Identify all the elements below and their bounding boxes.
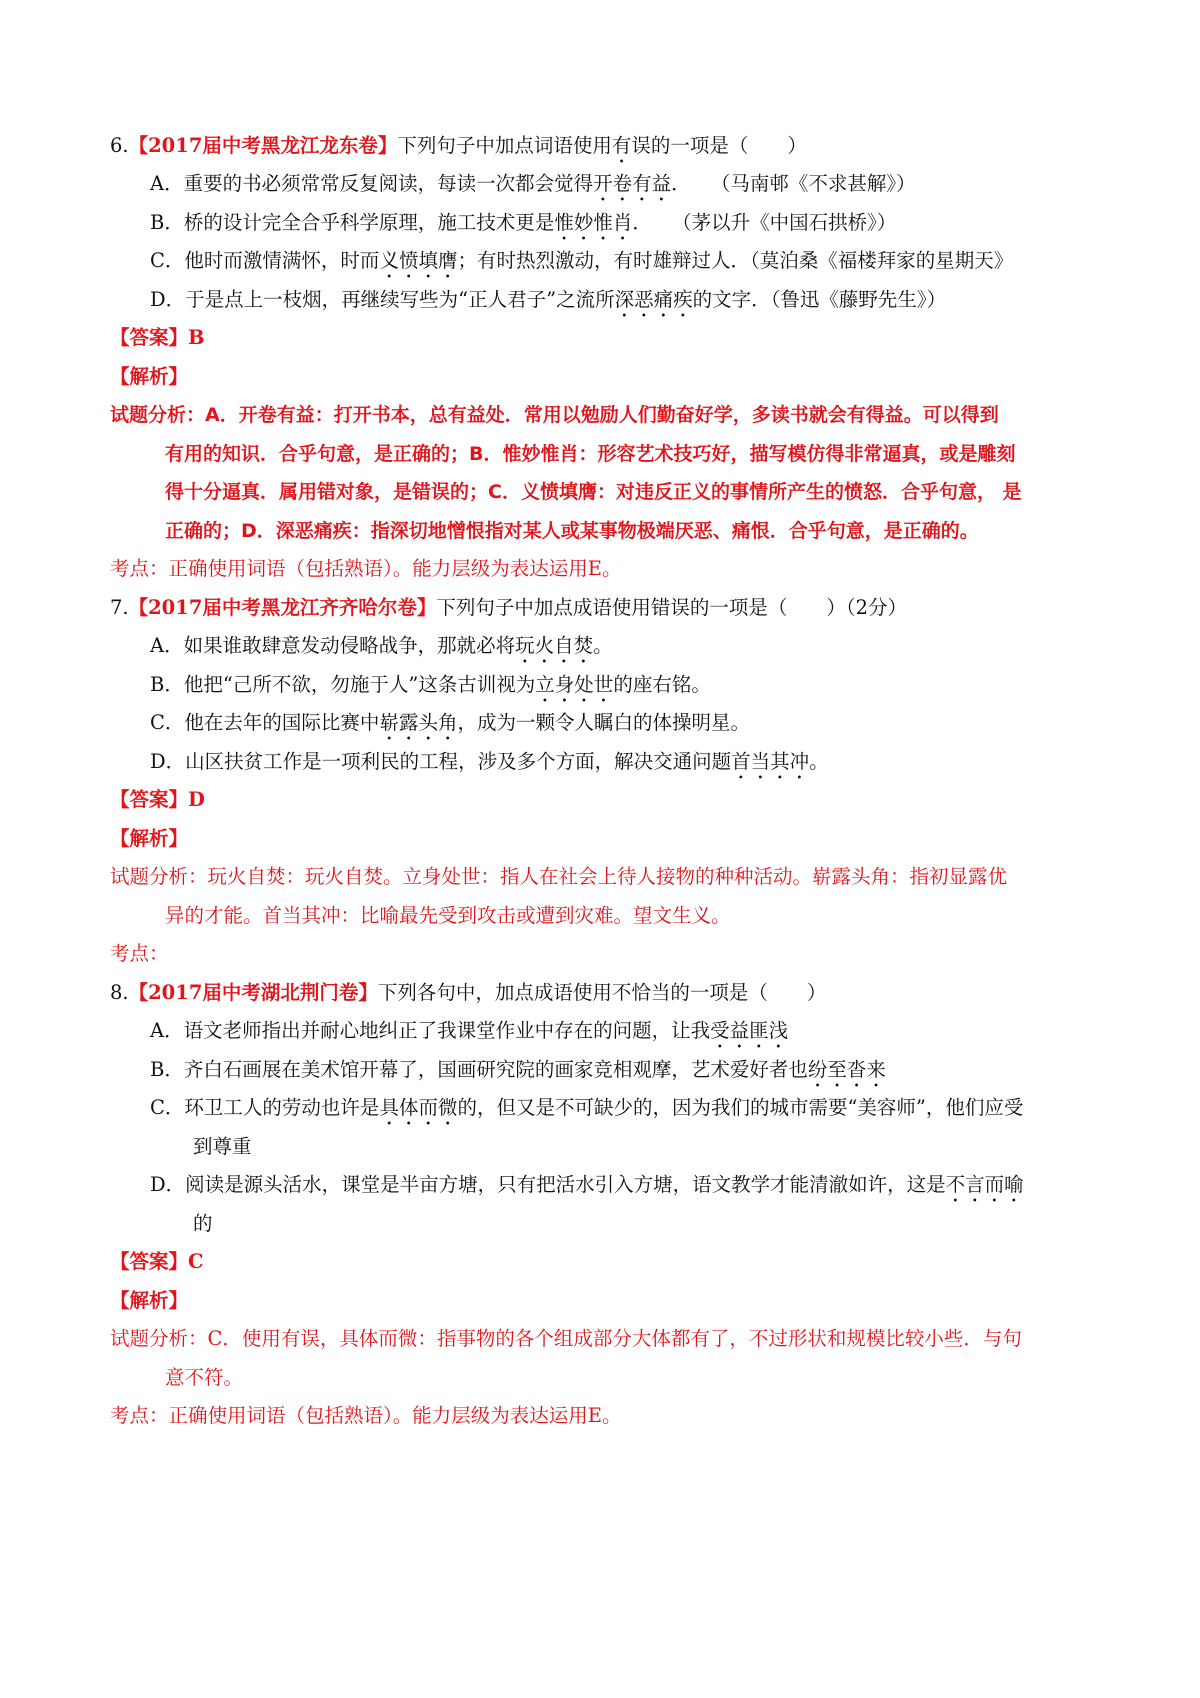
option-a: A．如果谁敢肆意发动侵略战争，那就必将玩火自焚。 bbox=[150, 634, 613, 657]
kaodian-line bbox=[110, 1396, 1100, 1436]
option-b: B．他把“己所不欲，勿施于人”这条古训视为立身处世的座右铭。 bbox=[150, 673, 711, 696]
analysis-text: 得十分逼真．属用错对象，是错误的；C．义愤填膺：对违反正义的事情所产生的愤怒．合乎句意， 是 bbox=[165, 481, 1022, 503]
analysis-label: 【解析】 bbox=[110, 365, 189, 388]
question-source: 【2017届中考黑龙江齐齐哈尔卷】 bbox=[128, 596, 437, 619]
analysis-text: 意不符。 bbox=[165, 1366, 244, 1389]
dotted-phrase: 纷至沓来 bbox=[807, 1058, 886, 1081]
question-source: 【2017届中考湖北荆门卷】 bbox=[128, 981, 378, 1004]
answer-line bbox=[110, 1242, 1100, 1282]
question-6-stem: 6.【2017届中考黑龙江龙东卷】下列句子中加点词语使用有误的一项是（ ） bbox=[110, 134, 807, 157]
dotted-phrase: 受益匪浅 bbox=[710, 1019, 789, 1042]
dotted-phrase: 义愤填膺 bbox=[379, 249, 458, 272]
analysis-label: 【解析】 bbox=[110, 1289, 189, 1312]
option-a: A．重要的书必须常常反复阅读，每读一次都会觉得开卷有益． （马南邨《不求甚解》） bbox=[150, 172, 916, 195]
answer-line bbox=[110, 780, 1100, 820]
dotted-phrase: 立身处世 bbox=[535, 673, 614, 696]
question-8-stem: 8.【2017届中考湖北荆门卷】下列各句中，加点成语使用不恰当的一项是（ ） bbox=[110, 981, 827, 1004]
question-7-stem: 7.【2017届中考黑龙江齐齐哈尔卷】下列句子中加点成语使用错误的一项是（ ）（2分） bbox=[110, 596, 908, 619]
option-a: A．语文老师指出并耐心地纠正了我课堂作业中存在的问题，让我受益匪浅 bbox=[150, 1019, 789, 1042]
answer-label: 【答案】 bbox=[110, 1250, 189, 1273]
option-c: C．他在去年的国际比赛中崭露头角，成为一颗令人瞩白的体操明星。 bbox=[150, 711, 750, 734]
kaodian-line bbox=[110, 549, 1100, 589]
option-d: D．阅读是源头活水，课堂是半亩方塘，只有把活水引入方塘，语文教学才能清澈如许，这是不言而喻 bbox=[150, 1173, 1024, 1196]
analysis-text: 试题分析：A．开卷有益：打开书本，总有益处．常用以勉励人们勤奋好学，多读书就会有得益。可以得到 bbox=[110, 404, 999, 426]
answer-value: D bbox=[188, 788, 205, 811]
option-d: D．山区扶贫工作是一项利民的工程，涉及多个方面，解决交通问题首当其冲。 bbox=[150, 750, 829, 773]
kaodian-label: 考点： bbox=[110, 1404, 169, 1427]
option-c-continuation: 到尊重 bbox=[193, 1135, 252, 1158]
question-number: 6. bbox=[110, 134, 129, 157]
question-number: 8. bbox=[110, 981, 129, 1004]
kaodian-label: 考点： bbox=[110, 557, 169, 580]
option-d-continuation: 的 bbox=[193, 1212, 213, 1235]
analysis-text: 有用的知识．合乎句意，是正确的；B．惟妙惟肖：形容艺术技巧好，描写模仿得非常逼真，或是雕刻 bbox=[165, 443, 1016, 465]
option-c: C．他时而激情满怀，时而义愤填膺；有时热烈激动，有时雄辩过人．（莫泊桑《福楼拜家的星期天》 bbox=[150, 249, 1014, 272]
dotted-phrase: 玩火自焚 bbox=[515, 634, 594, 657]
analysis-label: 【解析】 bbox=[110, 827, 189, 850]
option-d: D．于是点上一枝烟，再继续写些为“正人君子”之流所深恶痛疾的文字．（鲁迅《藤野先生》） bbox=[150, 288, 947, 311]
question-number: 7. bbox=[110, 596, 129, 619]
dotted-phrase: 具体而微 bbox=[379, 1096, 458, 1119]
answer-line bbox=[110, 318, 1100, 358]
kaodian-label: 考点： bbox=[110, 942, 169, 965]
question-source: 【2017届中考黑龙江龙东卷】 bbox=[128, 134, 398, 157]
dotted-phrase: 首当其冲 bbox=[731, 750, 810, 773]
kaodian-text: 正确使用词语（包括熟语）。能力层级为表达运用E。 bbox=[168, 1404, 622, 1427]
dotted-phrase: 崭露头角 bbox=[379, 711, 458, 734]
option-b: B．齐白石画展在美术馆开幕了，国画研究院的画家竞相观摩，艺术爱好者也纷至沓来 bbox=[150, 1058, 886, 1081]
answer-label: 【答案】 bbox=[110, 326, 189, 349]
analysis-text: 正确的；D．深恶痛疾：指深切地憎恨指对某人或某事物极端厌恶、痛恨．合乎句意，是正确的。 bbox=[165, 520, 979, 542]
dotted-phrase: 惟妙惟肖 bbox=[554, 211, 633, 234]
kaodian-line bbox=[110, 934, 1100, 974]
analysis-text: 试题分析：C．使用有误，具体而微：指事物的各个组成部分大体都有了，不过形状和规模比较小些．与句 bbox=[110, 1327, 1022, 1350]
dotted-phrase: 不言而喻 bbox=[945, 1173, 1024, 1196]
kaodian-text: 正确使用词语（包括熟语）。能力层级为表达运用E。 bbox=[168, 557, 622, 580]
dotted-phrase: 深恶痛疾 bbox=[614, 288, 693, 311]
analysis-text: 试题分析：玩火自焚：玩火自焚。立身处世：指人在社会上待人接物的种种活动。崭露头角：指初显露优 bbox=[110, 865, 1008, 888]
answer-value: B bbox=[188, 326, 205, 349]
option-c: C．环卫工人的劳动也许是具体而微的，但又是不可缺少的，因为我们的城市需要“美容师”，他们应受 bbox=[150, 1096, 1024, 1119]
option-b: B．桥的设计完全合乎科学原理，施工技术更是惟妙惟肖． （茅以升《中国石拱桥》） bbox=[150, 211, 897, 234]
analysis-text: 异的才能。首当其冲：比喻最先受到攻击或遭到灾难。望文生义。 bbox=[165, 904, 731, 927]
dotted-phrase: 开卷有益 bbox=[593, 172, 672, 195]
answer-value: C bbox=[188, 1250, 204, 1273]
answer-label: 【答案】 bbox=[110, 788, 189, 811]
